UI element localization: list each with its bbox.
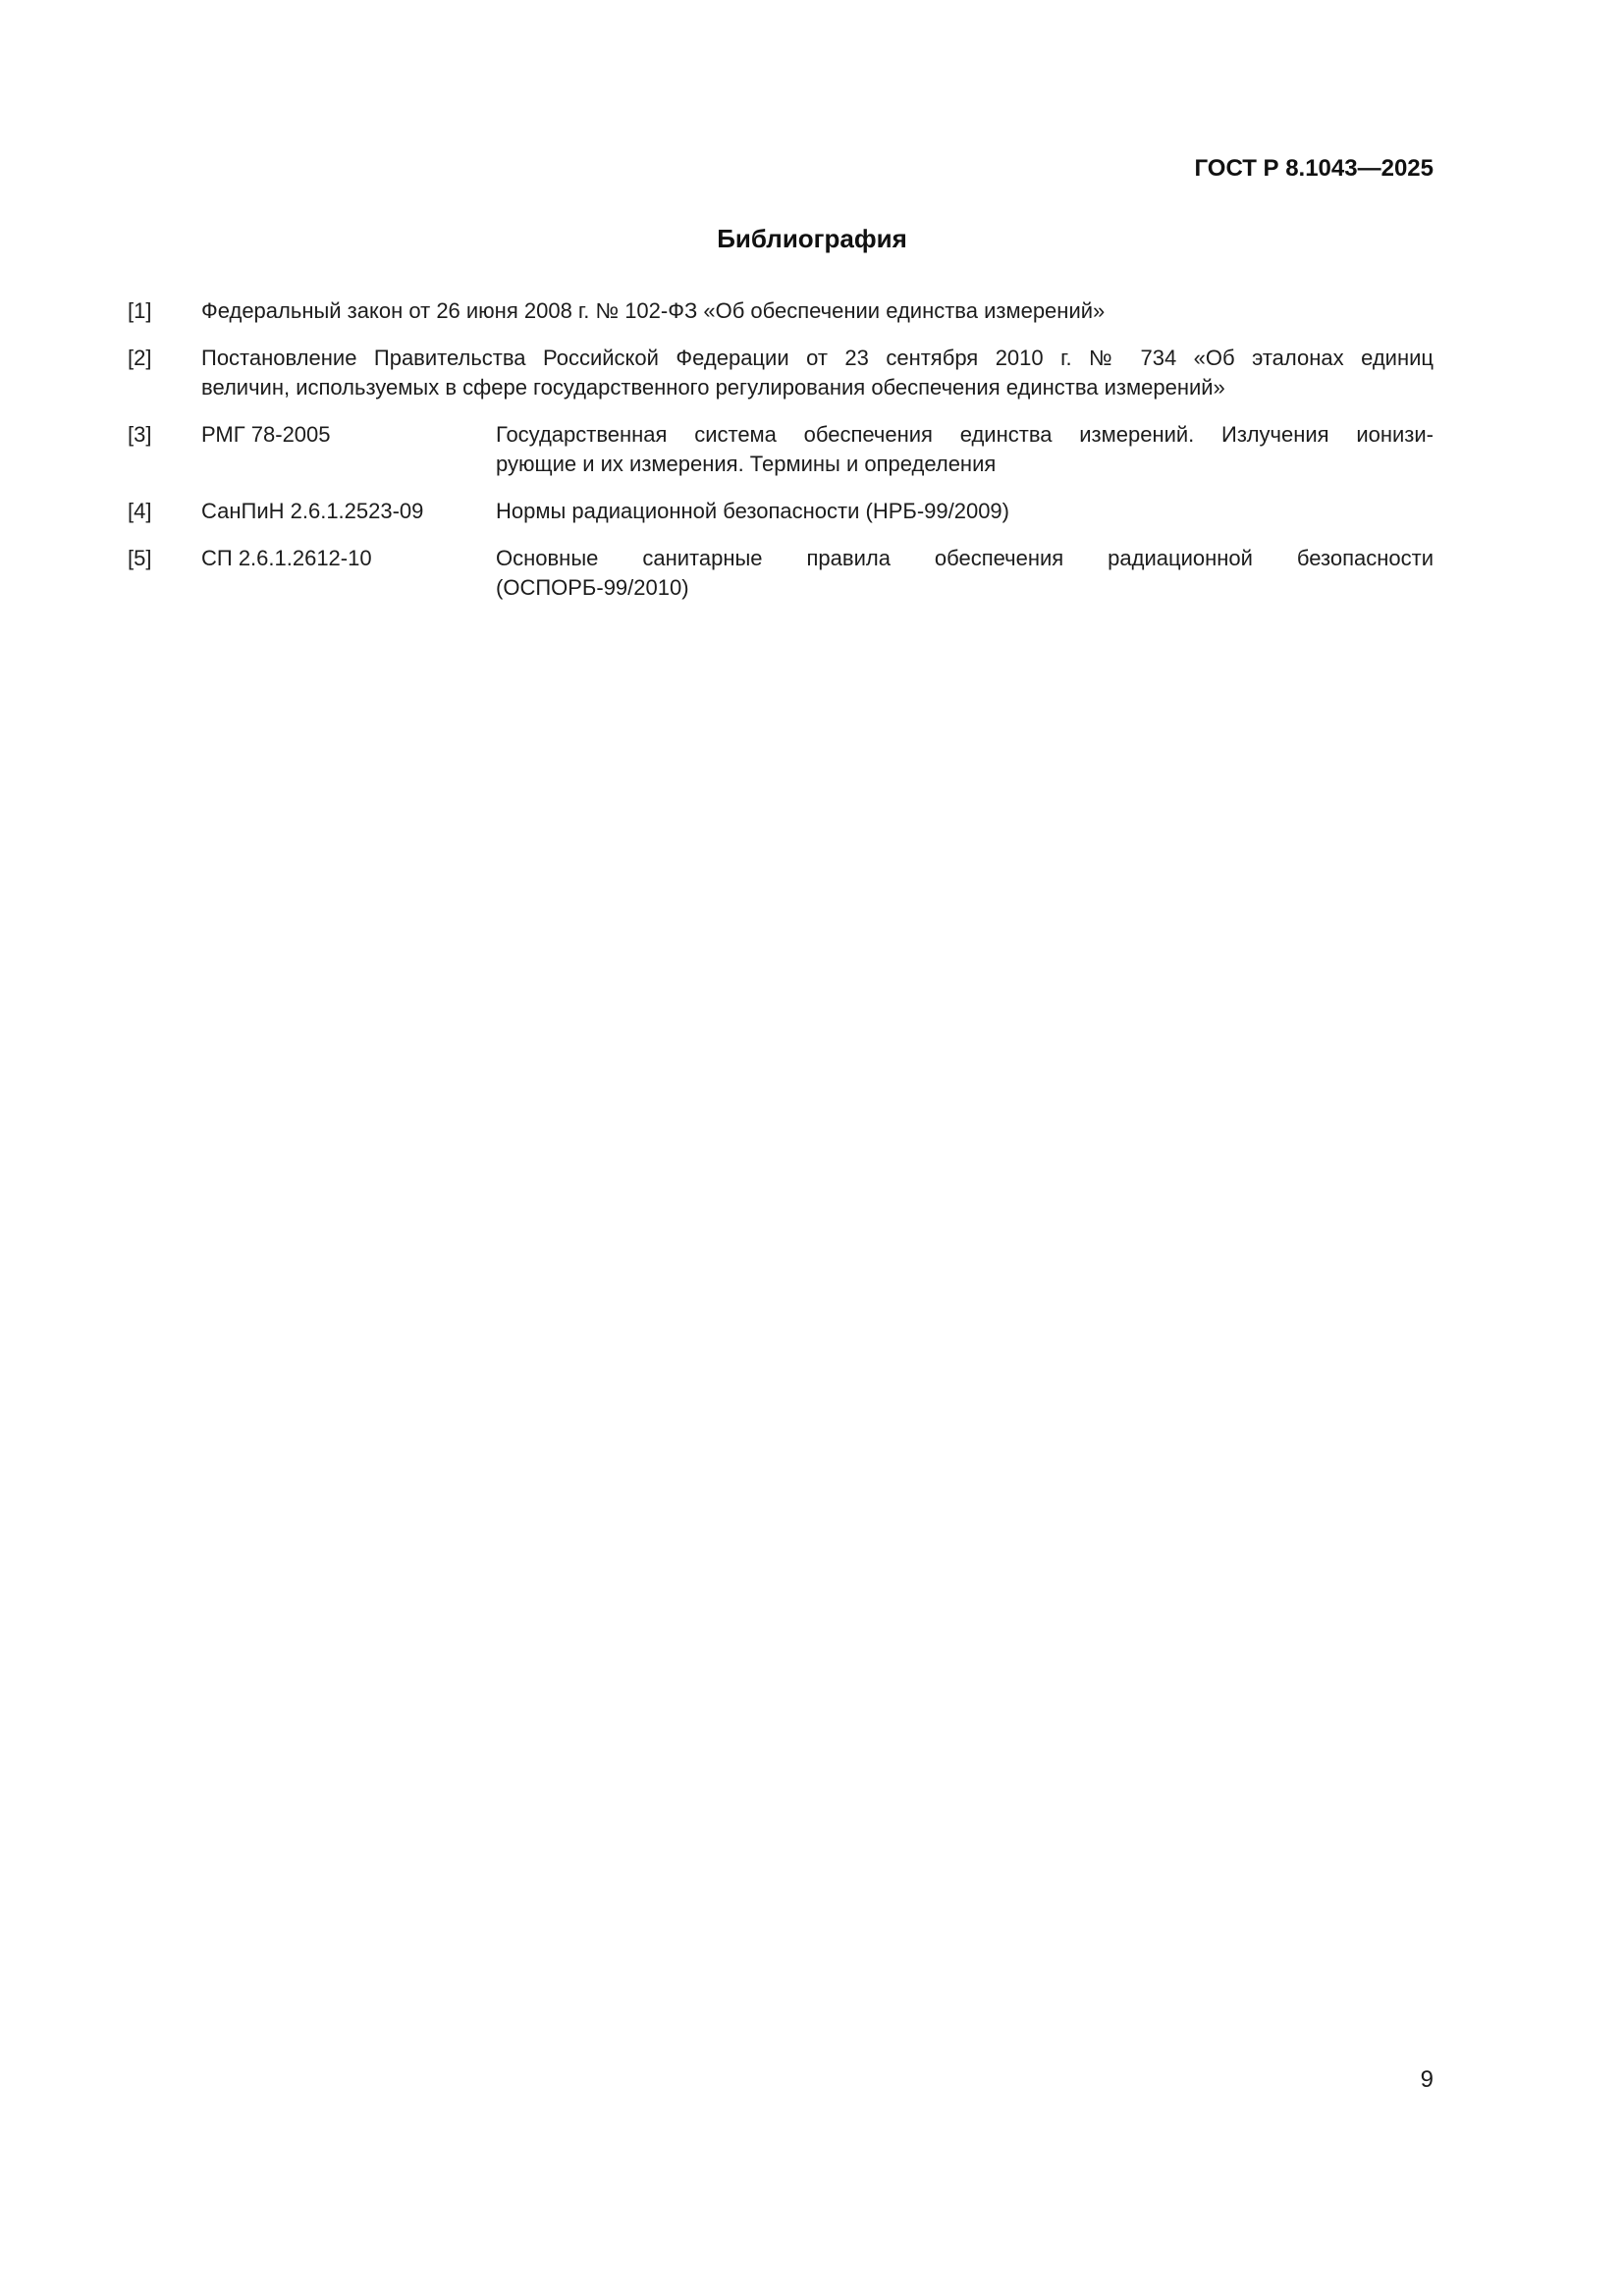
entry-number: [5]: [128, 546, 152, 570]
entry-code: СП 2.6.1.2612-10: [201, 546, 372, 570]
entry-code: СанПиН 2.6.1.2523-09: [201, 499, 424, 523]
bibliography-entry: [128, 296, 1434, 326]
bibliography-entry: [128, 420, 1434, 479]
entry-number: [4]: [128, 499, 152, 523]
doc-code-header: ГОСТ Р 8.1043—2025: [1194, 155, 1434, 182]
bibliography-entry: [128, 344, 1434, 402]
bibliography-entry: [128, 497, 1434, 526]
entry-text-line: Федеральный закон от 26 июня 2008 г. № 102-ФЗ «Об обеспечении единства измерений»: [201, 298, 1106, 323]
entry-text-line: (ОСПОРБ-99/2010): [496, 575, 689, 600]
bibliography-entry: [128, 544, 1434, 603]
entry-code: РМГ 78-2005: [201, 422, 331, 447]
entry-text-line: Нормы радиационной безопасности (НРБ-99/2009): [496, 499, 1009, 523]
entry-text-line: Постановление Правительства Российской Федерации от 23 сентября 2010 г. № 734 «Об эталонах единиц: [201, 346, 1434, 370]
bibliography-list: [128, 296, 1434, 620]
entry-number: [2]: [128, 346, 152, 370]
entry-text-line: величин, используемых в сфере государственного регулирования обеспечения единства измерений»: [201, 375, 1225, 400]
entry-text-line: рующие и их измерения. Термины и определения: [496, 452, 997, 476]
entry-text-line: Государственная система обеспечения единства измерений. Излучения ионизи-: [496, 422, 1434, 447]
entry-number: [1]: [128, 298, 152, 323]
bibliography-title: Библиография: [717, 224, 907, 253]
page-number: 9: [1420, 2066, 1434, 2093]
entry-text-line: Основные санитарные правила обеспечения радиационной безопасности: [496, 546, 1434, 570]
entry-number: [3]: [128, 422, 152, 447]
